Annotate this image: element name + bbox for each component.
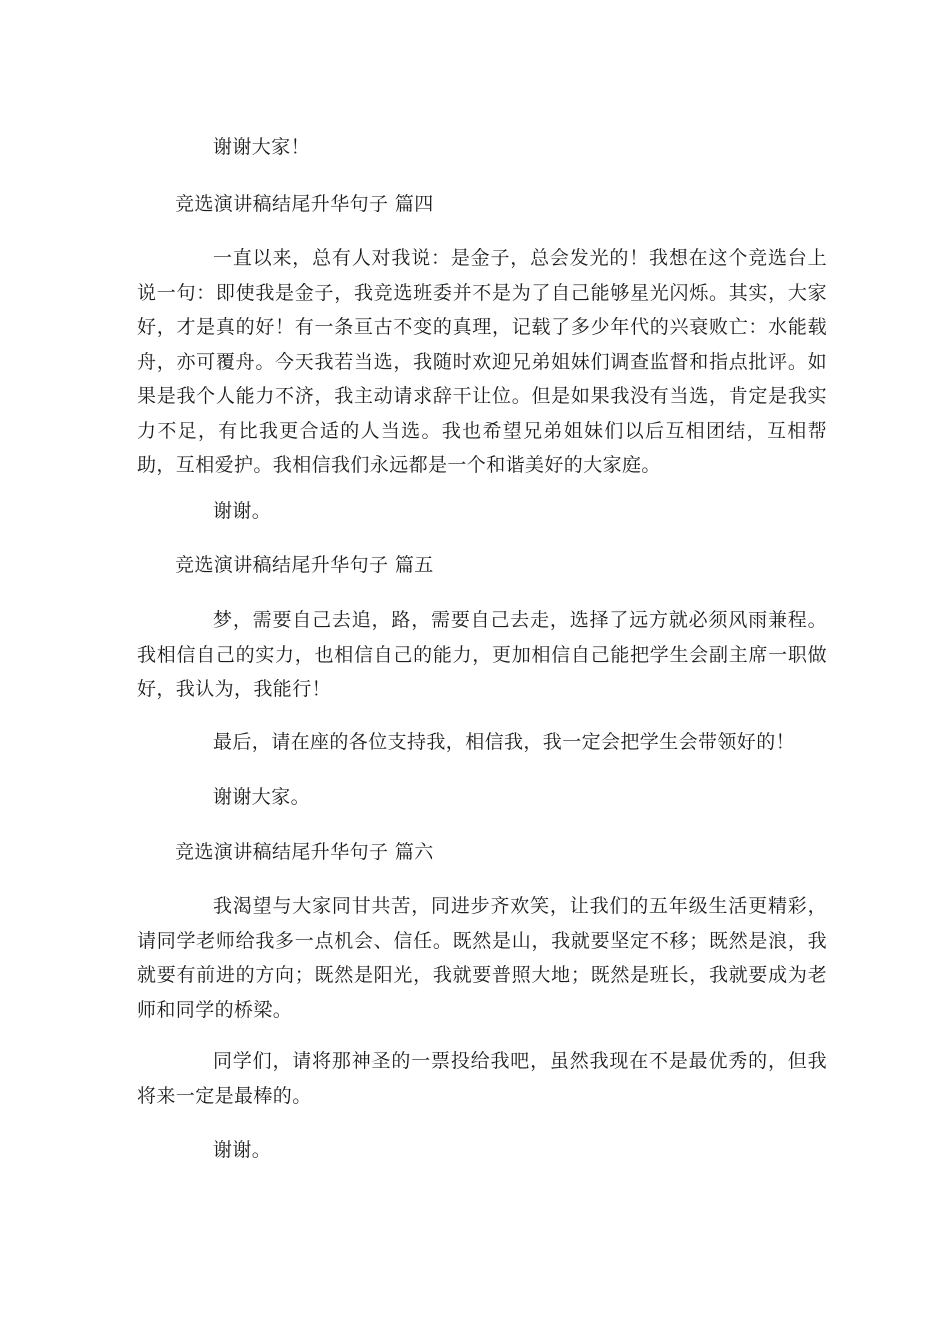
paragraph-section-5-thanks: 谢谢大家。: [213, 786, 311, 808]
paragraph-section-6-appeal: 同学们，请将那神圣的一票投给我吧，虽然我现在不是最优秀的，但我将来一定是最棒的。: [137, 1050, 827, 1107]
section-heading-5: 竞选演讲稿结尾升华句子 篇五: [175, 554, 434, 576]
section-heading-6: 竞选演讲稿结尾升华句子 篇六: [175, 841, 434, 863]
paragraph-section-4-body: 一直以来，总有人对我说：是金子，总会发光的！我想在这个竞选台上说一句：即使我是金子，我竞选班委并不是为了自己能够星光闪烁。其实，大家好，才是真的好！有一条亘古不变的真理，记载了多少年代的兴衰败亡：水能载舟，亦可覆舟。今天我若当选，我随时欢迎兄弟姐妹们调查监督和指点批评。如果是我个人能力不济，我主动请求辞干让位。但是如果我没有当选，肯定是我实力不足，有比我更合适的人当选。我也希望兄弟姐妹们以后互相团结，互相帮助，互相爱护。我相信我们永远都是一个和谐美好的大家庭。: [137, 247, 827, 476]
paragraph-section-4-thanks: 谢谢。: [213, 500, 272, 522]
paragraph-thanks-everyone: 谢谢大家！: [213, 136, 311, 158]
paragraph-section-5-closing: 最后，请在座的各位支持我，相信我，我一定会把学生会带领好的！: [213, 731, 796, 753]
paragraph-section-5-body: 梦，需要自己去追，路，需要自己去走，选择了远方就必须风雨兼程。我相信自己的实力，也相信自己的能力，更加相信自己能把学生会副主席一职做好，我认为，我能行！: [137, 609, 827, 700]
section-heading-4: 竞选演讲稿结尾升华句子 篇四: [175, 193, 434, 215]
paragraph-section-6-thanks: 谢谢。: [213, 1139, 272, 1161]
paragraph-section-6-body: 我渴望与大家同甘共苦，同进步齐欢笑，让我们的五年级生活更精彩，请同学老师给我多一点机会、信任。既然是山，我就要坚定不移；既然是浪，我就要有前进的方向；既然是阳光，我就要普照大地；既然是班长，我就要成为老师和同学的桥梁。: [137, 895, 827, 1021]
